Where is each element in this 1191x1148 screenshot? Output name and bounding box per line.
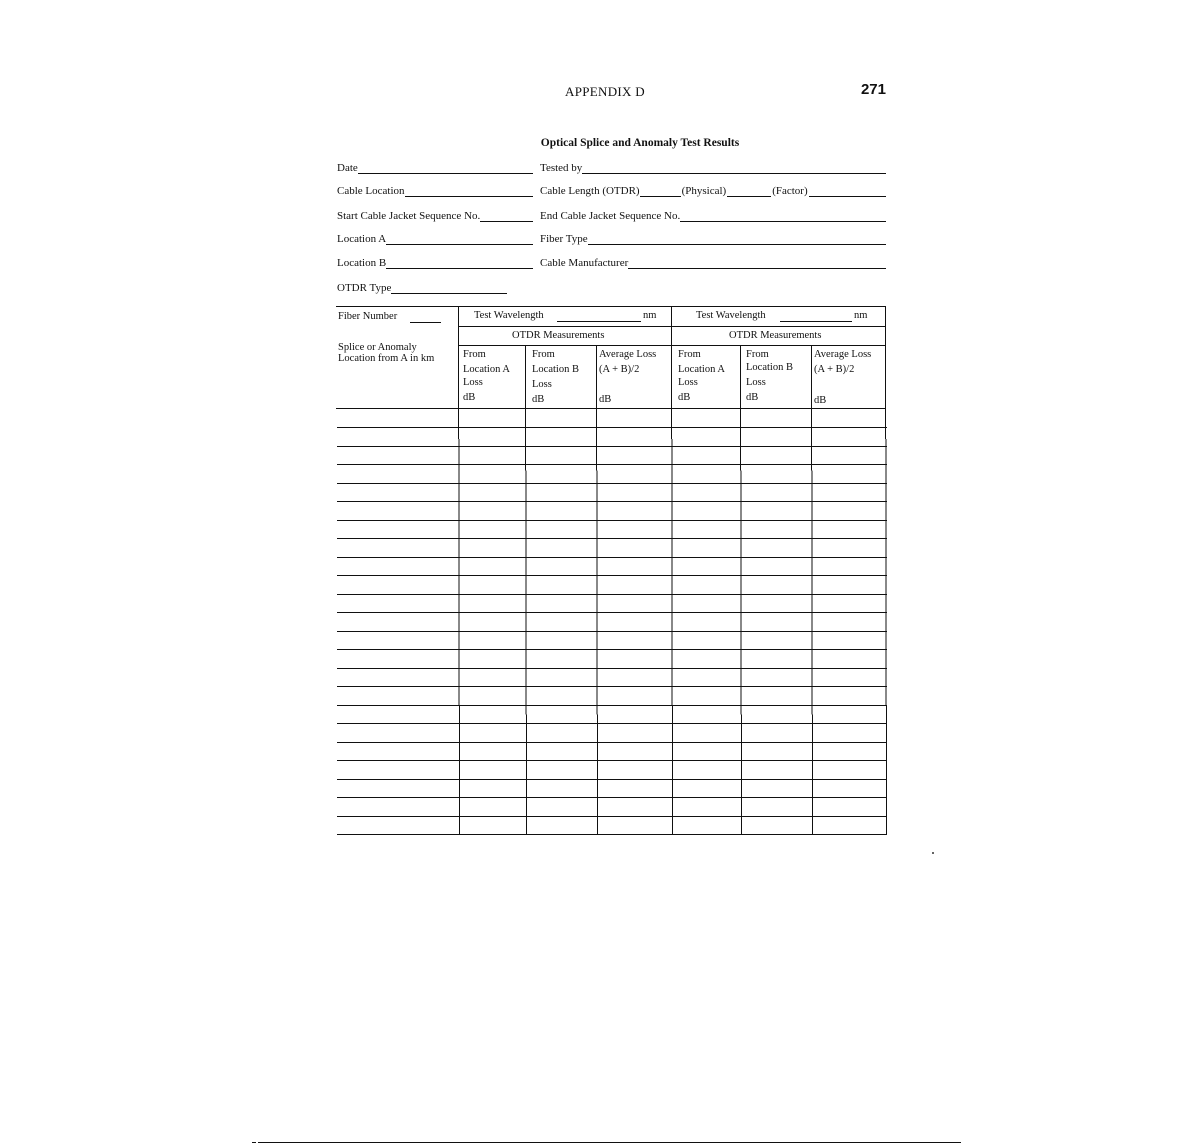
fiber-type-label: Fiber Type xyxy=(540,233,588,245)
g2-col2-line1: From xyxy=(746,349,769,360)
g1-col1-unit: dB xyxy=(463,392,476,403)
g1-col2-unit: dB xyxy=(532,394,545,405)
running-head: APPENDIX D xyxy=(565,84,645,99)
dash-mark xyxy=(252,1142,256,1143)
g1-col3-line1: Average Loss xyxy=(599,349,657,360)
cable-manufacturer-label: Cable Manufacturer xyxy=(540,257,629,269)
table-column-line xyxy=(597,346,598,835)
g1-col1-line1: From xyxy=(463,349,486,360)
g2-col3-line1: Average Loss xyxy=(814,349,872,360)
g2-col2-line2: Location B xyxy=(746,362,793,373)
g1-col2-header xyxy=(532,348,579,406)
g2-col3-header xyxy=(814,348,871,407)
footer-rule xyxy=(258,1142,961,1143)
page-number: 271 xyxy=(860,81,886,98)
table-column-line xyxy=(526,346,527,835)
g1-col2-line2: Location B xyxy=(532,364,579,375)
g1-col1-line2: Location A xyxy=(463,364,510,375)
date-label: Date xyxy=(337,162,358,174)
g2-col2-header xyxy=(746,348,793,404)
g2-col3-unit: dB xyxy=(814,395,827,406)
otdr-measurements-2: OTDR Measurements xyxy=(729,330,822,341)
otdr-type-label: OTDR Type xyxy=(337,282,392,294)
g1-col2-line3: Loss xyxy=(532,379,552,390)
g2-col1-line3: Loss xyxy=(678,377,698,388)
tested-by-label: Tested by xyxy=(540,162,583,174)
fiber-number-label: Fiber Number xyxy=(338,311,398,322)
wavelength-2-label: Test Wavelength xyxy=(696,310,766,321)
table-column-line xyxy=(741,346,742,835)
end-sequence-label: End Cable Jacket Sequence No. xyxy=(540,210,681,222)
table-column-line xyxy=(886,307,887,835)
g1-col3-line2: (A + B)/2 xyxy=(599,364,640,375)
g2-col1-header xyxy=(678,348,725,404)
splice-location-label-1: Splice or Anomaly xyxy=(338,342,417,353)
location-b-label: Location B xyxy=(337,257,387,269)
g2-col1-line2: Location A xyxy=(678,364,725,375)
start-sequence-label: Start Cable Jacket Sequence No. xyxy=(337,210,481,222)
g1-col2-line1: From xyxy=(532,349,555,360)
physical-label: (Physical) xyxy=(681,185,727,197)
location-a-label: Location A xyxy=(337,233,387,245)
form-title: Optical Splice and Anomaly Test Results xyxy=(540,137,740,149)
g2-col2-line3: Loss xyxy=(746,377,766,388)
g1-col3-header xyxy=(599,348,656,406)
g2-col3-line2: (A + B)/2 xyxy=(814,364,855,375)
g1-col3-unit: dB xyxy=(599,394,612,405)
splice-location-label-2: Location from A in km xyxy=(338,353,435,364)
g1-col1-line3: Loss xyxy=(463,377,483,388)
table-column-line xyxy=(459,307,460,835)
cable-location-label: Cable Location xyxy=(337,185,405,197)
g1-col1-header xyxy=(463,348,510,404)
table-column-line xyxy=(672,307,673,835)
table-column-line xyxy=(812,346,813,835)
cable-length-label: Cable Length (OTDR) xyxy=(540,185,640,197)
stray-mark xyxy=(932,852,934,854)
otdr-measurements-1: OTDR Measurements xyxy=(512,330,605,341)
wavelength-2-unit: nm xyxy=(854,310,868,321)
g2-col1-unit: dB xyxy=(678,392,691,403)
wavelength-1-label: Test Wavelength xyxy=(474,310,544,321)
factor-label: (Factor) xyxy=(772,185,808,197)
g2-col2-unit: dB xyxy=(746,392,759,403)
wavelength-1-unit: nm xyxy=(643,310,657,321)
g2-col1-line1: From xyxy=(678,349,701,360)
